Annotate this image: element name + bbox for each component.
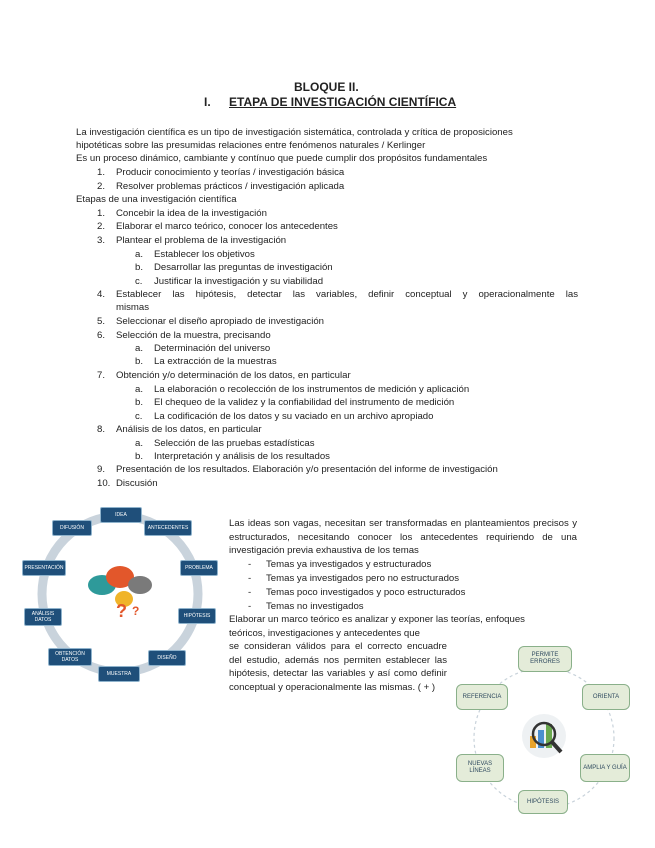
substage-letter: b.	[135, 356, 144, 367]
marco-node-amplia-guia: AMPLIA Y GUÍA	[580, 754, 630, 782]
block-title: BLOQUE II.	[294, 80, 359, 94]
topic-dash: -	[248, 587, 252, 598]
marco-node-hipotesis: HIPÓTESIS	[518, 790, 568, 814]
substage-letter: c.	[135, 276, 143, 287]
substage-letter: a.	[135, 249, 144, 260]
cycle-node-diseno: DISEÑO	[148, 650, 186, 666]
stage-item: Seleccionar el diseño apropiado de investigación	[116, 316, 325, 327]
stage-item: Presentación de los resultados. Elaboración y/o presentación del informe de investigación	[116, 464, 498, 475]
stage-item: Análisis de los datos, en particular	[116, 424, 262, 435]
substage-letter: b.	[135, 397, 144, 408]
marco-node-orienta: ORIENTA	[582, 684, 630, 710]
stage-number: 2.	[97, 221, 106, 232]
substage-item: La extracción de la muestras	[154, 356, 277, 367]
stage-number: 4.	[97, 289, 106, 300]
marco-node-permite-errores: PERMITE ERRORES	[518, 646, 572, 672]
stage-item: Plantear el problema de la investigación	[116, 235, 287, 246]
topic-dash: -	[248, 573, 252, 584]
purpose-num: 1.	[97, 167, 106, 178]
stage-item: Concebir la idea de la investigación	[116, 208, 267, 219]
marco-node-referencia: REFERENCIA	[456, 684, 508, 710]
cycle-node-antecedentes: ANTECEDENTES	[144, 520, 192, 536]
marco-teorico-diagram	[450, 642, 640, 822]
stage-item: Selección de la muestra, precisando	[116, 330, 271, 341]
svg-text:?: ?	[132, 604, 140, 618]
topic-item: Temas no investigados	[266, 601, 364, 612]
stage-number: 3.	[97, 235, 106, 246]
cycle-node-muestra: MUESTRA	[98, 666, 140, 682]
intro-line-2: hipotéticas sobre las presumidas relaciones entre fenómenos naturales / Kerlinger	[76, 140, 426, 151]
research-cycle-diagram	[20, 500, 220, 690]
substage-letter: a.	[135, 384, 144, 395]
substage-item: Selección de las pruebas estadísticas	[154, 438, 315, 449]
substage-item: La elaboración o recolección de los instrumentos de medición y aplicación	[154, 384, 470, 395]
stage-number: 1.	[97, 208, 106, 219]
substage-letter: c.	[135, 411, 143, 422]
substage-item: Interpretación y análisis de los resultados	[154, 451, 330, 462]
topic-dash: -	[248, 559, 252, 570]
marco-paragraph: se consideran válidos para el correcto encuadre del estudio, además nos permiten establecer las hipótesis, detectar las variables y así como definir conceptual y operacionalmente las mismas. ( + )	[229, 641, 447, 693]
purpose-num: 2.	[97, 181, 106, 192]
topic-item: Temas ya investigados pero no estructurados	[266, 573, 460, 584]
purpose-item: Resolver problemas prácticos / investigación aplicada	[116, 181, 345, 192]
substage-item: Desarrollar las preguntas de investigación	[154, 262, 333, 273]
stage-number: 5.	[97, 316, 106, 327]
stage-4-continuation: mismas	[116, 302, 150, 313]
cycle-node-difusion: DIFUSIÓN	[52, 520, 92, 536]
stage-item: Obtención y/o determinación de los datos, en particular	[116, 370, 351, 381]
marco-line-2: teóricos, investigaciones y antecedentes que	[229, 628, 420, 639]
question-bubbles-icon	[78, 555, 168, 625]
substage-item: La codificación de los datos y su vaciado en un archivo apropiado	[154, 411, 434, 422]
topic-item: Temas ya investigados y estructurados	[266, 559, 432, 570]
substage-letter: b.	[135, 451, 144, 462]
marco-line-1: Elaborar un marco teórico es analizar y exponer las teorías, enfoques	[229, 614, 525, 625]
stages-title: Etapas de una investigación científica	[76, 194, 237, 205]
substage-letter: a.	[135, 438, 144, 449]
stage-item: Establecer las hipótesis, detectar las variables, definir conceptual y operacionalmente las	[116, 289, 578, 300]
cycle-node-idea: IDEA	[100, 507, 142, 523]
substage-item: Justificar la investigación y su viabilidad	[154, 276, 324, 287]
stage-number: 9.	[97, 464, 106, 475]
marco-node-nuevas-lineas: NUEVAS LÍNEAS	[456, 754, 504, 782]
stage-number: 6.	[97, 330, 106, 341]
cycle-node-presentacion: PRESENTACIÓN	[22, 560, 66, 576]
stage-number: 8.	[97, 424, 106, 435]
substage-letter: b.	[135, 262, 144, 273]
substage-letter: a.	[135, 343, 144, 354]
stage-number: 10.	[97, 478, 111, 489]
cycle-node-problema: PROBLEMA	[180, 560, 218, 576]
section-number: I.	[204, 95, 211, 109]
intro-line-1: La investigación científica es un tipo de investigación sistemática, controlada y crítica de proposiciones	[76, 127, 513, 138]
magnifier-chart-icon	[524, 716, 564, 756]
substage-item: Establecer los objetivos	[154, 249, 255, 260]
purpose-item: Producir conocimiento y teorías / investigación básica	[116, 167, 345, 178]
topic-dash: -	[248, 601, 252, 612]
cycle-node-analisis-datos: ANÁLISIS DATOS	[24, 608, 62, 626]
section-title: ETAPA DE INVESTIGACIÓN CIENTÍFICA	[229, 95, 457, 109]
stage-item: Elaborar el marco teórico, conocer los antecedentes	[116, 221, 338, 232]
substage-item: Determinación del universo	[154, 343, 271, 354]
intro-line-3: Es un proceso dinámico, cambiante y contínuo que puede cumplir dos propósitos fundamentales	[76, 153, 488, 164]
ideas-paragraph: Las ideas son vagas, necesitan ser transformadas en planteamientos precisos y estructurados, necesitando conocer los antecedentes requiriendo de una investigación previa exhaustiva de los temas	[229, 518, 577, 557]
substage-item: El chequeo de la validez y la confiabilidad del instrumento de medición	[154, 397, 455, 408]
svg-text:?: ?	[116, 601, 127, 621]
stage-number: 7.	[97, 370, 106, 381]
cycle-node-obtencion-datos: OBTENCIÓN DATOS	[48, 648, 92, 666]
stage-item: Discusión	[116, 478, 158, 489]
cycle-node-hipotesis: HIPÓTESIS	[178, 608, 216, 624]
topic-item: Temas poco investigados y poco estructurados	[266, 587, 466, 598]
